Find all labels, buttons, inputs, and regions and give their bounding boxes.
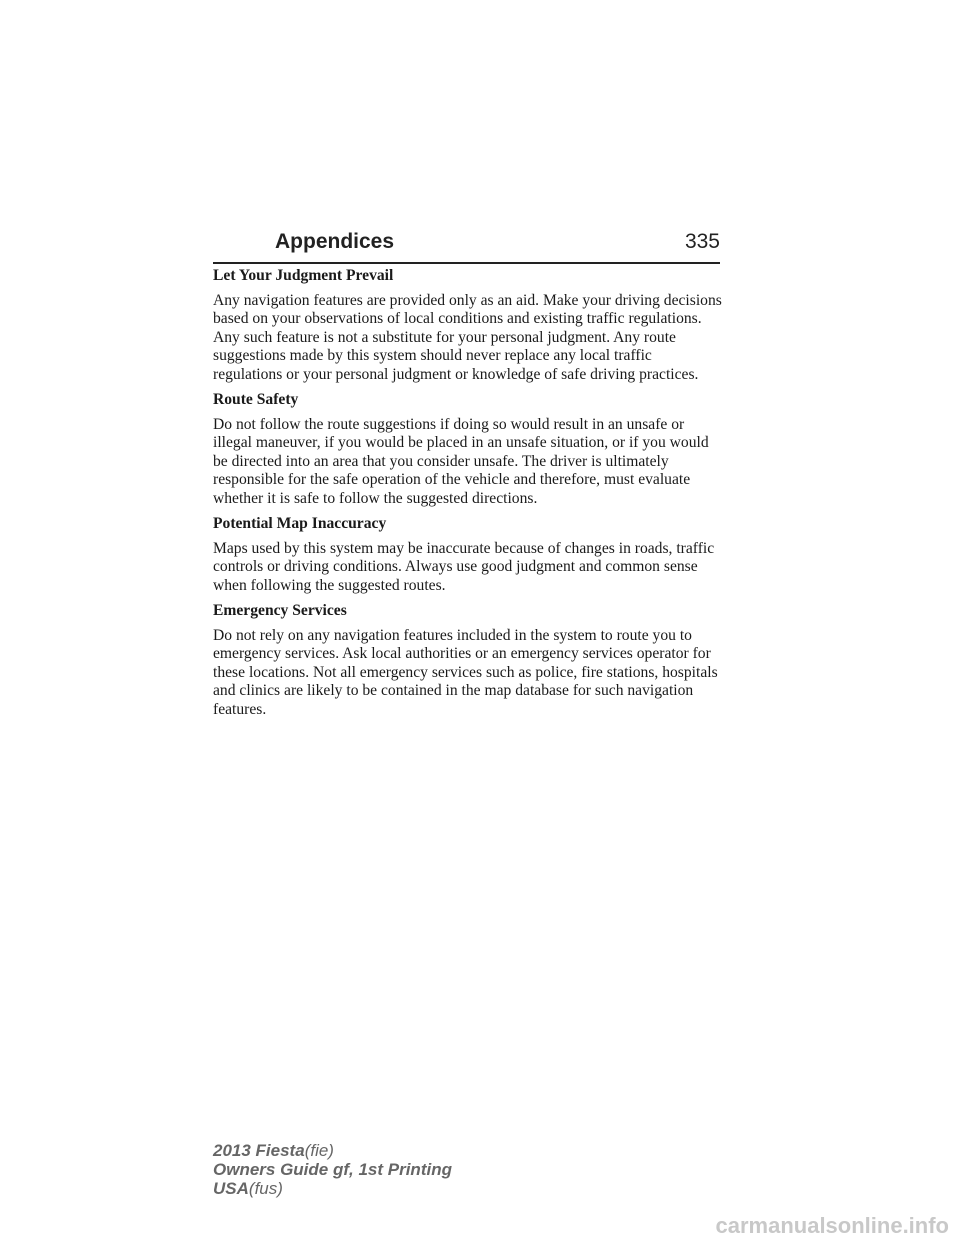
page-number: 335 — [684, 230, 720, 253]
section-body: Do not follow the route suggestions if doing so would result in an unsafe or illegal maneuver, if you would be placed in an unsafe situation, or if you would be directed into an area that you consider unsafe. The driver is ultimately responsible for the safe operation of the vehicle and therefore, must evaluate whether it is safe to follow the suggested directions. — [213, 415, 709, 507]
footer-market-line — [213, 1179, 452, 1198]
section-judgment — [213, 267, 723, 384]
footer-model-line — [213, 1141, 452, 1160]
section-heading: Let Your Judgment Prevail — [213, 267, 394, 284]
section-body: Do not rely on any navigation features included in the system to route you to emergency services. Ask local authorities or an emergency services operator for these locations. Not all emergency services such as police, fire stations, hospitals and clinics are likely to be contained in the map database for such navigation features. — [213, 626, 718, 718]
watermark: carmanualsonline.info — [715, 1213, 949, 1238]
footer-model-code: (fie) — [304, 1141, 334, 1160]
page-header — [213, 230, 720, 264]
footer-market-code: (fus) — [248, 1179, 283, 1198]
footer-model: 2013 Fiesta — [213, 1141, 305, 1160]
section-title: Appendices — [275, 230, 395, 253]
page-content — [213, 267, 723, 726]
footer-market: USA — [213, 1179, 249, 1198]
section-route-safety — [213, 391, 723, 508]
section-map-inaccuracy — [213, 515, 723, 595]
print-footer — [213, 1141, 452, 1198]
section-body: Maps used by this system may be inaccurate because of changes in roads, traffic controls or driving conditions. Always use good judgment and common sense when following the suggested routes. — [213, 539, 715, 594]
section-heading: Route Safety — [213, 391, 299, 408]
footer-guide-line: Owners Guide gf, 1st Printing — [213, 1160, 452, 1179]
section-body: Any navigation features are provided only as an aid. Make your driving decisions based on your observations of local conditions and existing traffic regulations. Any such feature is not a substitute for your personal judgment. Any route suggestions made by this system should never replace any local traffic regulations or your personal judgment or knowledge of safe driving practices. — [213, 291, 722, 383]
section-emergency-services — [213, 602, 723, 719]
section-heading: Potential Map Inaccuracy — [213, 515, 387, 532]
section-heading: Emergency Services — [213, 602, 347, 619]
